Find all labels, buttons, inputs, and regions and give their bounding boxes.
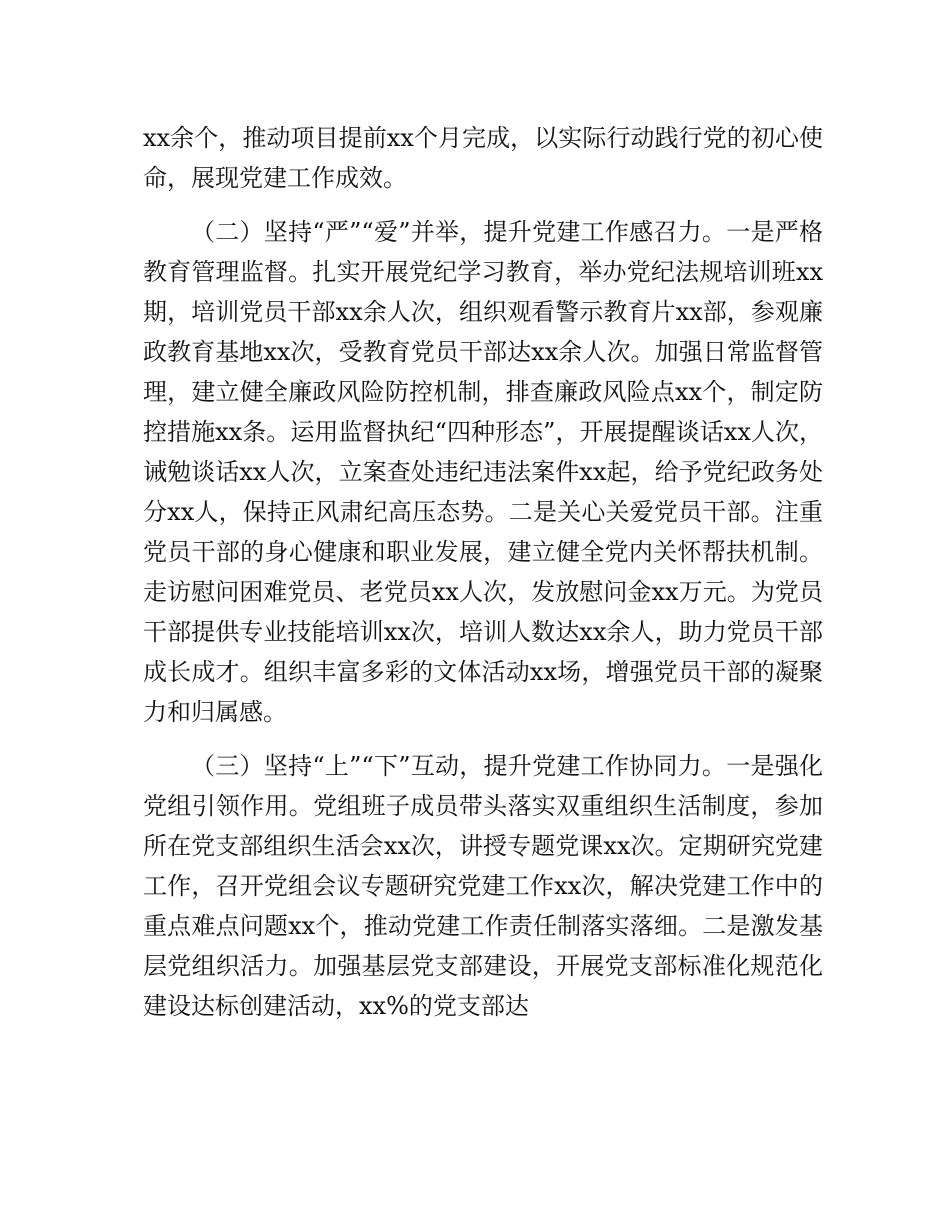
paragraph-section-three: （三）坚持“上”“下”互动，提升党建工作协同力。一是强化党组引领作用。党组班子成员带头落实双重组织生活制度，参加所在党支部组织生活会xx次，讲授专题党课xx次。定期研究党建工作，召开党组会议专题研究党建工作xx次，解决党建工作中的重点难点问题xx个，推动党建工作责任制落实落细。二是激发基层党组织活力。加强基层党支部建设，开展党支部标准化规范化建设达标创建活动，xx%的党支部达 bbox=[143, 752, 823, 1020]
document-body bbox=[143, 118, 823, 1026]
paragraph-section-two: （二）坚持“严”“爱”并举，提升党建工作感召力。一是严格教育管理监督。扎实开展党纪学习教育，举办党纪法规培训班xx期，培训党员干部xx余人次，组织观看警示教育片xx部，参观廉政教育基地xx次，受教育党员干部达xx余人次。加强日常监督管理，建立健全廉政风险防控机制，排查廉政风险点xx个，制定防控措施xx条。运用监督执纪“四种形态”，开展提醒谈话xx人次，诫勉谈话xx人次，立案查处违纪违法案件xx起，给予党纪政务处分xx人，保持正风肃纪高压态势。二是关心关爱党员干部。注重党员干部的身心健康和职业发展，建立健全党内关怀帮扶机制。走访慰问困难党员、老党员xx人次，发放慰问金xx万元。为党员干部提供专业技能培训xx次，培训人数达xx余人，助力党员干部成长成才。组织丰富多彩的文体活动xx场，增强党员干部的凝聚力和归属感。 bbox=[143, 218, 823, 726]
paragraph-continuation: xx余个，推动项目提前xx个月完成，以实际行动践行党的初心使命，展现党建工作成效。 bbox=[143, 124, 823, 192]
